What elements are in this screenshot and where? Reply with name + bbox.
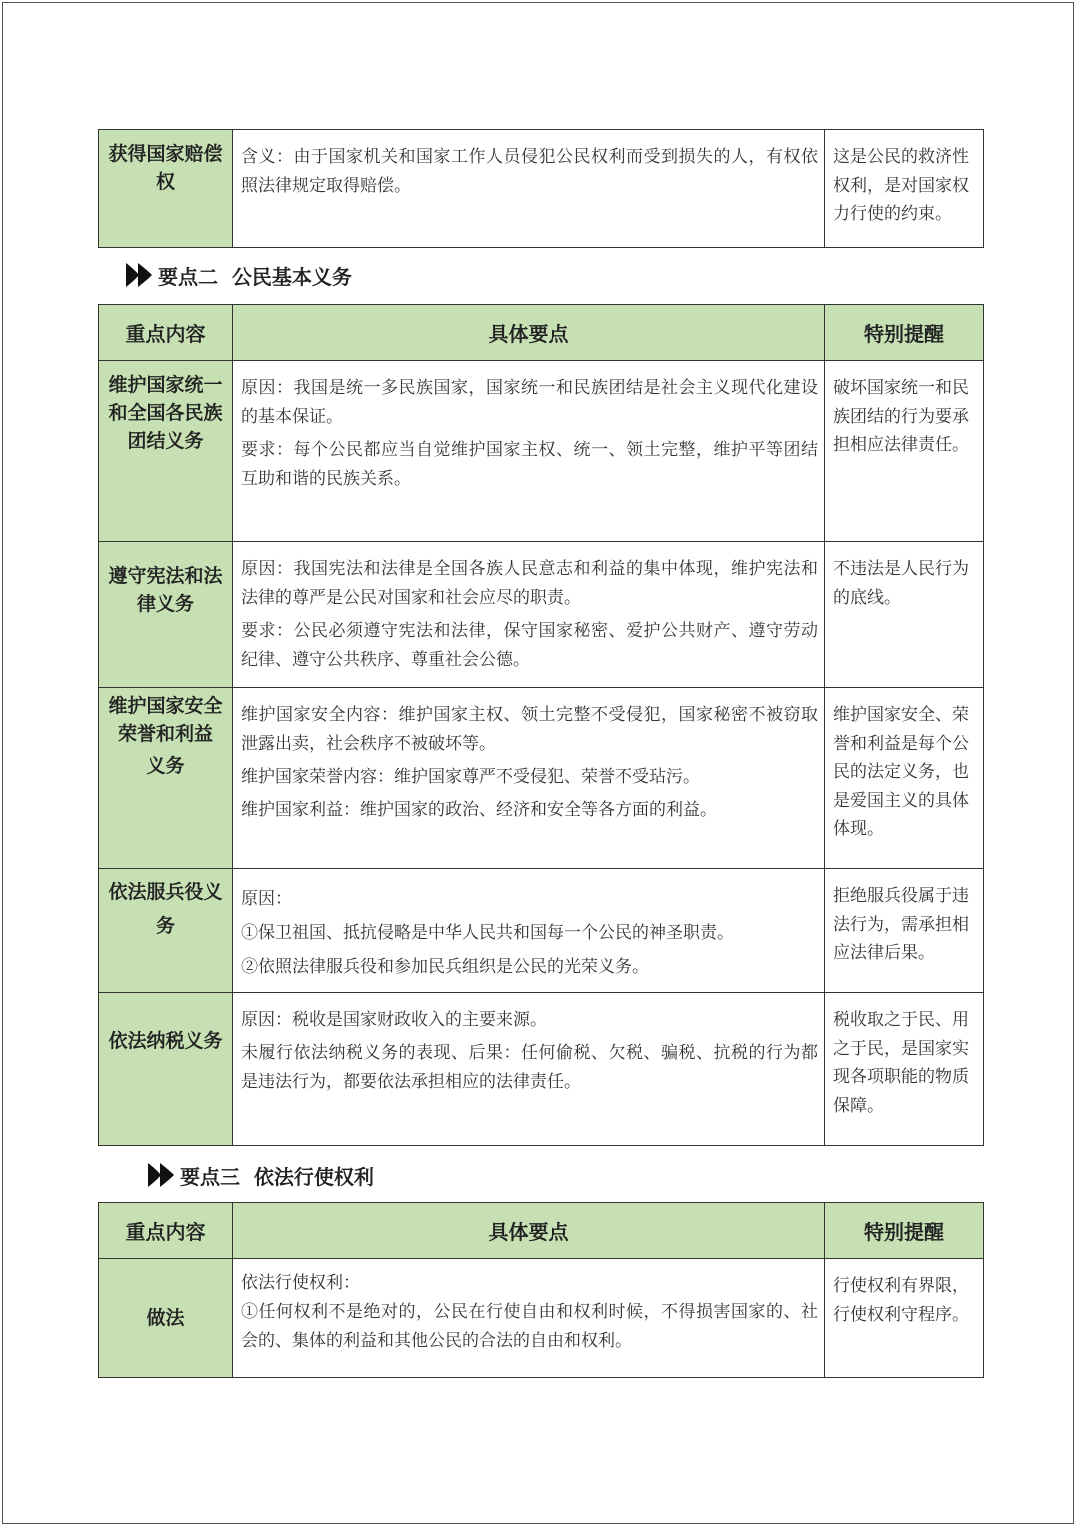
table-row xyxy=(99,688,984,869)
row-label-line: 义务 xyxy=(146,755,185,777)
duties-table xyxy=(98,304,984,1146)
double-arrow-icon xyxy=(124,261,156,289)
point-text: 原因： xyxy=(241,889,292,909)
table-header-row xyxy=(99,1203,984,1259)
point-text: ②依照法律服兵役和参加民兵组织是公民的光荣义务。 xyxy=(241,957,649,977)
column-header: 重点内容 xyxy=(99,1203,233,1259)
section-title-text: 要点二 公民基本义务 xyxy=(158,264,352,289)
point-text: 要求：公民必须遵守宪法和法律，保守国家秘密、爱护公共财产、遵守劳动纪律、遵守公共秩序、尊重社会公德。 xyxy=(241,621,818,670)
table-row xyxy=(99,130,984,248)
column-header: 重点内容 xyxy=(99,305,233,361)
table-row xyxy=(99,542,984,688)
row-note: 拒绝服兵役属于违法行为，需承担相应法律后果。 xyxy=(825,869,984,993)
exercise-rights-table xyxy=(98,1202,984,1378)
point-text: 原因：我国宪法和法律是全国各族人民意志和利益的集中体现，维护宪法和法律的尊严是公民对国家和社会应尽的职责。 xyxy=(241,559,818,608)
row-points xyxy=(233,688,825,869)
row-note: 不违法是人民行为的底线。 xyxy=(825,542,984,688)
row-label: 做法 xyxy=(99,1259,233,1378)
row-note: 这是公民的救济性权利，是对国家权力行使的约束。 xyxy=(825,130,984,248)
row-note: 行使权利有界限，行使权利守程序。 xyxy=(825,1259,984,1378)
row-label-line: 维护国家安全荣誉和利益 xyxy=(108,695,223,745)
row-points xyxy=(233,130,825,248)
point-text: 依法行使权利： xyxy=(241,1273,360,1293)
table-row xyxy=(99,1259,984,1378)
column-header: 具体要点 xyxy=(233,1203,825,1259)
row-label: 获得国家赔偿权 xyxy=(99,130,233,248)
point-text: ①保卫祖国、抵抗侵略是中华人民共和国每一个公民的神圣职责。 xyxy=(241,923,734,943)
row-points xyxy=(233,869,825,993)
row-label: 依法纳税义务 xyxy=(99,993,233,1146)
column-header: 特别提醒 xyxy=(825,305,984,361)
row-points xyxy=(233,993,825,1146)
table-row xyxy=(99,361,984,542)
table-row xyxy=(99,993,984,1146)
point-text: 维护国家安全内容：维护国家主权、领土完整不受侵犯，国家秘密不被窃取泄露出卖，社会秩序不被破坏等。 xyxy=(241,705,818,754)
row-points xyxy=(233,361,825,542)
row-label xyxy=(99,688,233,869)
point-text: 要求：每个公民都应当自觉维护国家主权、统一、领土完整，维护平等团结互助和谐的民族关系。 xyxy=(241,440,818,489)
point-text: 含义：由于国家机关和国家工作人员侵犯公民权利而受到损失的人，有权依照法律规定取得赔偿。 xyxy=(241,147,818,196)
section-title-text: 要点三 依法行使权利 xyxy=(180,1164,374,1189)
rights-table-continued xyxy=(98,129,984,248)
row-points xyxy=(233,1259,825,1378)
section-title-2 xyxy=(124,260,352,290)
point-text: 未履行依法纳税义务的表现、后果：任何偷税、欠税、骗税、抗税的行为都是违法行为，都要依法承担相应的法律责任。 xyxy=(241,1043,818,1092)
table-header-row xyxy=(99,305,984,361)
row-label: 依法服兵役义务 xyxy=(99,869,233,993)
row-note: 税收取之于民、用之于民，是国家实现各项职能的物质保障。 xyxy=(825,993,984,1146)
row-points xyxy=(233,542,825,688)
point-text: 维护国家利益：维护国家的政治、经济和安全等各方面的利益。 xyxy=(241,800,717,820)
double-arrow-icon xyxy=(146,1161,178,1189)
column-header: 具体要点 xyxy=(233,305,825,361)
point-text: 原因：我国是统一多民族国家，国家统一和民族团结是社会主义现代化建设的基本保证。 xyxy=(241,378,818,427)
table-row xyxy=(99,869,984,993)
point-text: 原因：税收是国家财政收入的主要来源。 xyxy=(241,1010,547,1030)
row-label: 遵守宪法和法律义务 xyxy=(99,542,233,688)
row-note: 维护国家安全、荣誉和利益是每个公民的法定义务，也是爱国主义的具体体现。 xyxy=(825,688,984,869)
point-text: 维护国家荣誉内容：维护国家尊严不受侵犯、荣誉不受玷污。 xyxy=(241,767,700,787)
column-header: 特别提醒 xyxy=(825,1203,984,1259)
row-label: 维护国家统一和全国各民族团结义务 xyxy=(99,361,233,542)
row-note: 破坏国家统一和民族团结的行为要承担相应法律责任。 xyxy=(825,361,984,542)
point-text: ①任何权利不是绝对的，公民在行使自由和权利时候，不得损害国家的、社会的、集体的利益和其他公民的合法的自由和权利。 xyxy=(241,1302,818,1351)
section-title-3 xyxy=(146,1160,374,1190)
